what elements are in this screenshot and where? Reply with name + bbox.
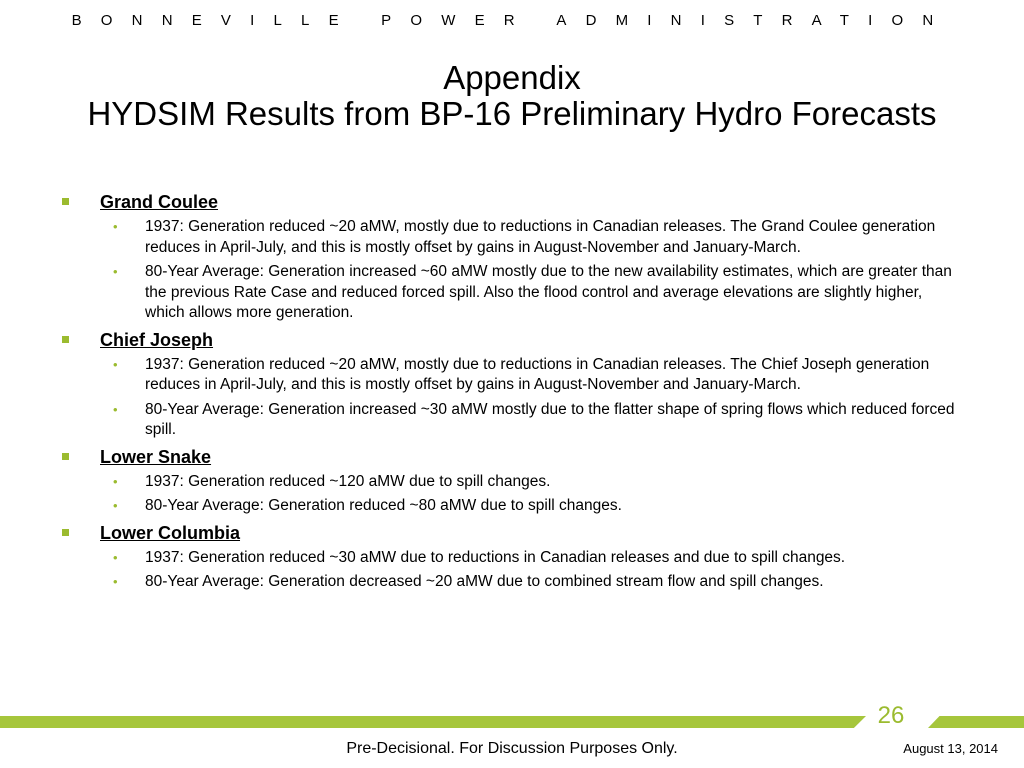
organization-header: BONNEVILLE POWER ADMINISTRATION bbox=[71, 12, 953, 29]
section-heading bbox=[60, 328, 980, 352]
list-item-text: 80-Year Average: Generation increased ~30 aMW mostly due to the flatter shape of spring flows which reduced forced spill. bbox=[145, 400, 955, 438]
list-item-text: 80-Year Average: Generation decreased ~20 aMW due to combined stream flow and spill changes. bbox=[145, 573, 824, 590]
section-heading-text: Lower Snake bbox=[100, 446, 212, 467]
section-grand-coulee bbox=[60, 190, 980, 324]
list-item-text: 80-Year Average: Generation increased ~60 aMW mostly due to the new availability estimates, which are greater than the previous Rate Case and reduced forced spill. Also the flood control and average elevations are slightly higher, which allows more generation. bbox=[145, 263, 952, 321]
list-item-text: 1937: Generation reduced ~20 aMW, mostly due to reductions in Canadian releases. The Chief Joseph generation reduces in April-July, and this is mostly offset by gains in August-November and January-March. bbox=[145, 355, 930, 393]
footer-accent-bar-right bbox=[928, 716, 1024, 728]
bullet-content bbox=[60, 190, 980, 597]
footer-disclaimer: Pre-Decisional. For Discussion Purposes Only. bbox=[346, 740, 678, 757]
sub-bullet-list bbox=[60, 355, 980, 441]
page-number: 26 bbox=[877, 702, 905, 729]
dot-bullet-icon: • bbox=[113, 473, 118, 489]
dot-bullet-icon: • bbox=[113, 401, 118, 417]
section-lower-columbia bbox=[60, 521, 980, 593]
section-heading-text: Lower Columbia bbox=[100, 522, 241, 543]
dot-bullet-icon: • bbox=[113, 498, 118, 513]
list-item bbox=[60, 400, 960, 441]
footer-accent-bar-left bbox=[0, 716, 866, 728]
list-item-text: 1937: Generation reduced ~30 aMW due to reductions in Canadian releases and due to spill changes. bbox=[145, 548, 846, 566]
list-item bbox=[60, 496, 960, 517]
slide-title: Appendix bbox=[443, 59, 581, 96]
sub-bullet-list bbox=[60, 217, 980, 324]
list-item bbox=[60, 355, 960, 396]
list-item bbox=[60, 572, 960, 593]
dot-bullet-icon: • bbox=[113, 264, 118, 279]
section-heading bbox=[60, 445, 980, 469]
section-chief-joseph bbox=[60, 328, 980, 441]
slide-subtitle: HYDSIM Results from BP-16 Preliminary Hydro Forecasts bbox=[87, 95, 937, 132]
section-heading bbox=[60, 190, 980, 214]
square-bullet-icon bbox=[62, 198, 69, 205]
title-block bbox=[0, 58, 1024, 134]
sub-bullet-list bbox=[60, 472, 980, 517]
list-item bbox=[60, 472, 960, 493]
section-heading bbox=[60, 521, 980, 545]
list-item bbox=[60, 262, 960, 324]
section-heading-text: Grand Coulee bbox=[100, 192, 219, 212]
section-lower-snake bbox=[60, 445, 980, 517]
square-bullet-icon bbox=[62, 336, 69, 343]
sub-bullet-list bbox=[60, 548, 980, 593]
list-item bbox=[60, 548, 960, 569]
square-bullet-icon bbox=[62, 453, 69, 460]
footer-date: August 13, 2014 bbox=[903, 741, 998, 756]
dot-bullet-icon: • bbox=[113, 356, 118, 372]
square-bullet-icon bbox=[62, 529, 69, 536]
dot-bullet-icon: • bbox=[113, 574, 118, 589]
list-item-text: 1937: Generation reduced ~120 aMW due to spill changes. bbox=[145, 472, 551, 490]
list-item bbox=[60, 217, 960, 258]
dot-bullet-icon: • bbox=[113, 219, 118, 234]
section-heading-text: Chief Joseph bbox=[100, 329, 214, 350]
list-item-text: 1937: Generation reduced ~20 aMW, mostly due to reductions in Canadian releases. The Grand Coulee generation reduces in April-July, and this is mostly offset by gains in August-November and January-March. bbox=[145, 218, 936, 256]
list-item-text: 80-Year Average: Generation reduced ~80 aMW due to spill changes. bbox=[145, 497, 622, 514]
dot-bullet-icon: • bbox=[113, 549, 118, 565]
